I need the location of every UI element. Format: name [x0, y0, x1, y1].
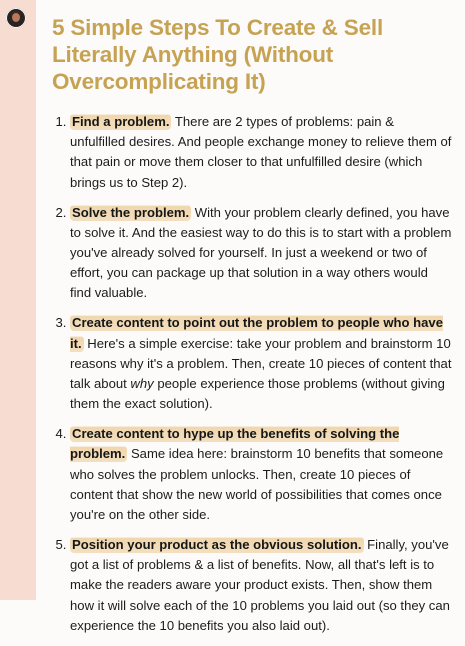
step-text: Here's a simple exercise: take your problem and brainstorm 10 reasons why it's a problem. Then, create 10 pieces of content that talk about — [70, 335, 452, 392]
step-item-2 — [70, 203, 452, 304]
step-item-3 — [70, 313, 452, 414]
step-item-4 — [70, 424, 452, 525]
step-item-5 — [70, 535, 452, 636]
step-heading: Solve the problem. — [72, 204, 190, 220]
step-heading: Create content to hype up the benefits of solving the problem. — [70, 426, 400, 462]
step-emphasis: why — [130, 376, 154, 392]
step-item-1 — [70, 112, 452, 193]
article-body — [52, 14, 452, 646]
avatar-face — [12, 13, 20, 22]
step-text: Finally, you've got a list of problems & a list of benefits. Now, all that's left is to make the readers aware your product exists. Then, show them how it will solve each of the 10 problems you laid out (so they can experience the 10 benefits you also laid out). — [70, 537, 450, 633]
steps-list — [52, 112, 452, 636]
step-heading: Position your product as the obvious solution. — [72, 537, 362, 553]
step-text: people experience those problems (without giving them the exact solution). — [70, 376, 445, 412]
step-text: Same idea here: brainstorm 10 benefits that someone who solves the problem unlocks. Then, create 10 pieces of content that show the new world of possibilities that comes once you're on the other side. — [70, 446, 444, 523]
author-avatar[interactable] — [6, 8, 26, 28]
step-text: With your problem clearly defined, you have to solve it. And the easiest way to do this is to start with a problem you've already solved for yourself. In just a weekend or two of effort, you can package up that solution in a way others would find valuable. — [70, 204, 452, 301]
article-title: 5 Simple Steps To Create & Sell Literally Anything (Without Overcomplicating It) — [52, 15, 383, 94]
left-accent-band — [0, 0, 36, 600]
step-heading: Create content to point out the problem to people who have it. — [70, 315, 443, 351]
step-heading: Find a problem. — [72, 114, 170, 129]
step-text: There are 2 types of problems: pain & unfulfilled desires. And people exchange money to relieve them of that pain or move them closer to that unfulfilled desire (which brings us to Step 2). — [70, 114, 452, 190]
